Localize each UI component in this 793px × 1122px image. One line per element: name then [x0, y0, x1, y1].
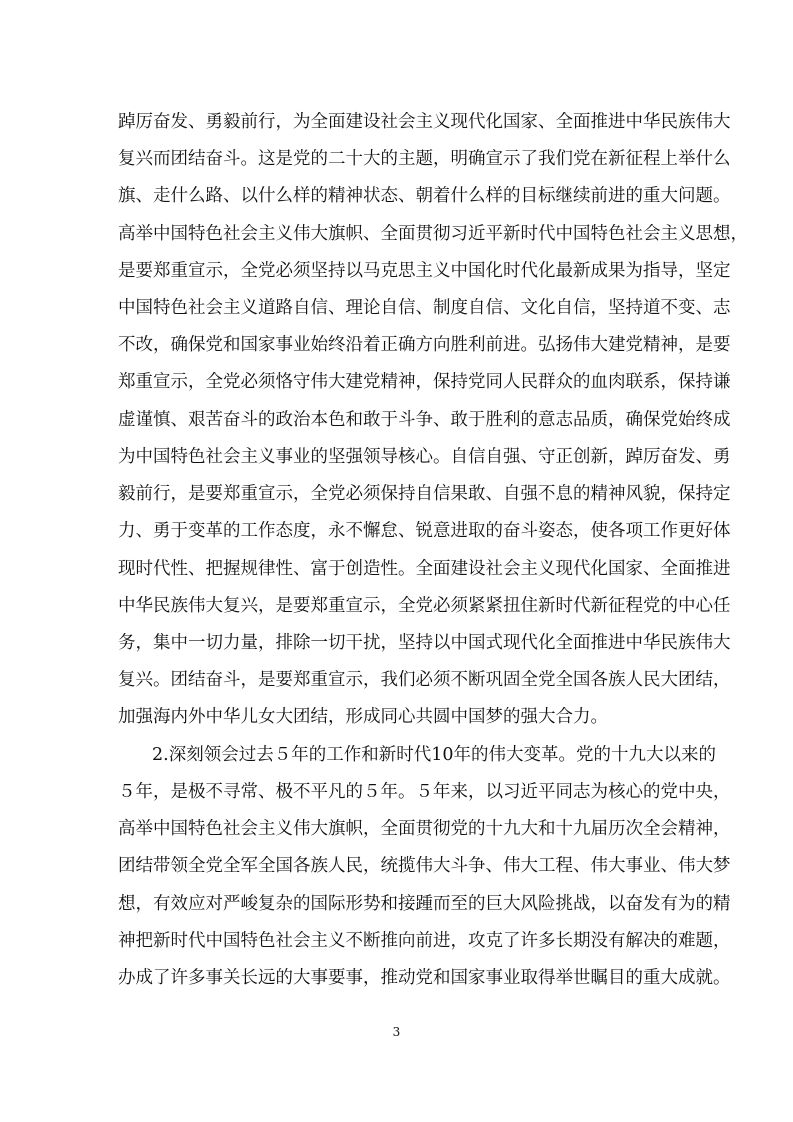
body-text-line: 中国特色社会主义道路自信、理论自信、制度自信、文化自信，坚持道不变、志 [118, 298, 731, 318]
body-text-line: 复兴而团结奋斗。这是党的二十大的主题，明确宣示了我们党在新征程上举什么 [118, 149, 731, 169]
section-heading-line: 2.深刻领会过去５年的工作和新时代10年的伟大变革。党的十九大以来的 [152, 745, 716, 765]
body-text-line: 神把新时代中国特色社会主义不断推向前进，攻克了许多长期没有解决的难题， [118, 931, 731, 951]
body-text-line: 现时代性、把握规律性、富于创造性。全面建设社会主义现代化国家、全面推进 [118, 559, 731, 579]
body-text-line: 办成了许多事关长远的大事要事，推动党和国家事业取得举世瞩目的重大成就。 [118, 968, 731, 988]
body-text-line: 中华民族伟大复兴，是要郑重宣示，全党必须紧紧扭住新时代新征程党的中心任 [118, 596, 731, 616]
page-number: 3 [392, 1025, 401, 1039]
body-text-line: 毅前行，是要郑重宣示，全党必须保持自信果敢、自强不息的精神风貌，保持定 [118, 484, 731, 504]
body-text-line: 是要郑重宣示，全党必须坚持以马克思主义中国化时代化最新成果为指导，坚定 [118, 261, 731, 281]
body-text-line: 高举中国特色社会主义伟大旗帜，全面贯彻党的十九大和十九届历次全会精神， [118, 819, 731, 839]
body-text-line: 虚谨慎、艰苦奋斗的政治本色和敢于斗争、敢于胜利的意志品质，确保党始终成 [118, 410, 731, 430]
body-text-line: 为中国特色社会主义事业的坚强领导核心。自信自强、守正创新，踔厉奋发、勇 [118, 447, 731, 467]
body-text-line: 高举中国特色社会主义伟大旗帜、全面贯彻习近平新时代中国特色社会主义思想， [118, 224, 748, 244]
body-text-line: 不改，确保党和国家事业始终沿着正确方向胜利前进。弘扬伟大建党精神，是要 [118, 335, 731, 355]
body-text-line: 加强海内外中华儿女大团结，形成同心共圆中国梦的强大合力。 [118, 707, 608, 727]
body-text-line: 踔厉奋发、勇毅前行，为全面建设社会主义现代化国家、全面推进中华民族伟大 [118, 112, 731, 132]
body-text-line: 力、勇于变革的工作态度，永不懈怠、锐意进取的奋斗姿态，使各项工作更好体 [118, 521, 731, 541]
body-text-line: 旗、走什么路、以什么样的精神状态、朝着什么样的目标继续前进的重大问题。 [118, 186, 731, 206]
body-text-line: 想，有效应对严峻复杂的国际形势和接踵而至的巨大风险挑战，以奋发有为的精 [118, 894, 731, 914]
body-text-line: 复兴。团结奋斗，是要郑重宣示，我们必须不断巩固全党全国各族人民大团结， [118, 670, 731, 690]
body-text-line: 务，集中一切力量，排除一切干扰，坚持以中国式现代化全面推进中华民族伟大 [118, 633, 731, 653]
body-text-line: 郑重宣示，全党必须恪守伟大建党精神，保持党同人民群众的血肉联系，保持谦 [118, 372, 731, 392]
body-text-line: ５年，是极不寻常、极不平凡的５年。５年来，以习近平同志为核心的党中央， [118, 782, 731, 802]
body-text-line: 团结带领全党全军全国各族人民，统揽伟大斗争、伟大工程、伟大事业、伟大梦 [118, 856, 731, 876]
